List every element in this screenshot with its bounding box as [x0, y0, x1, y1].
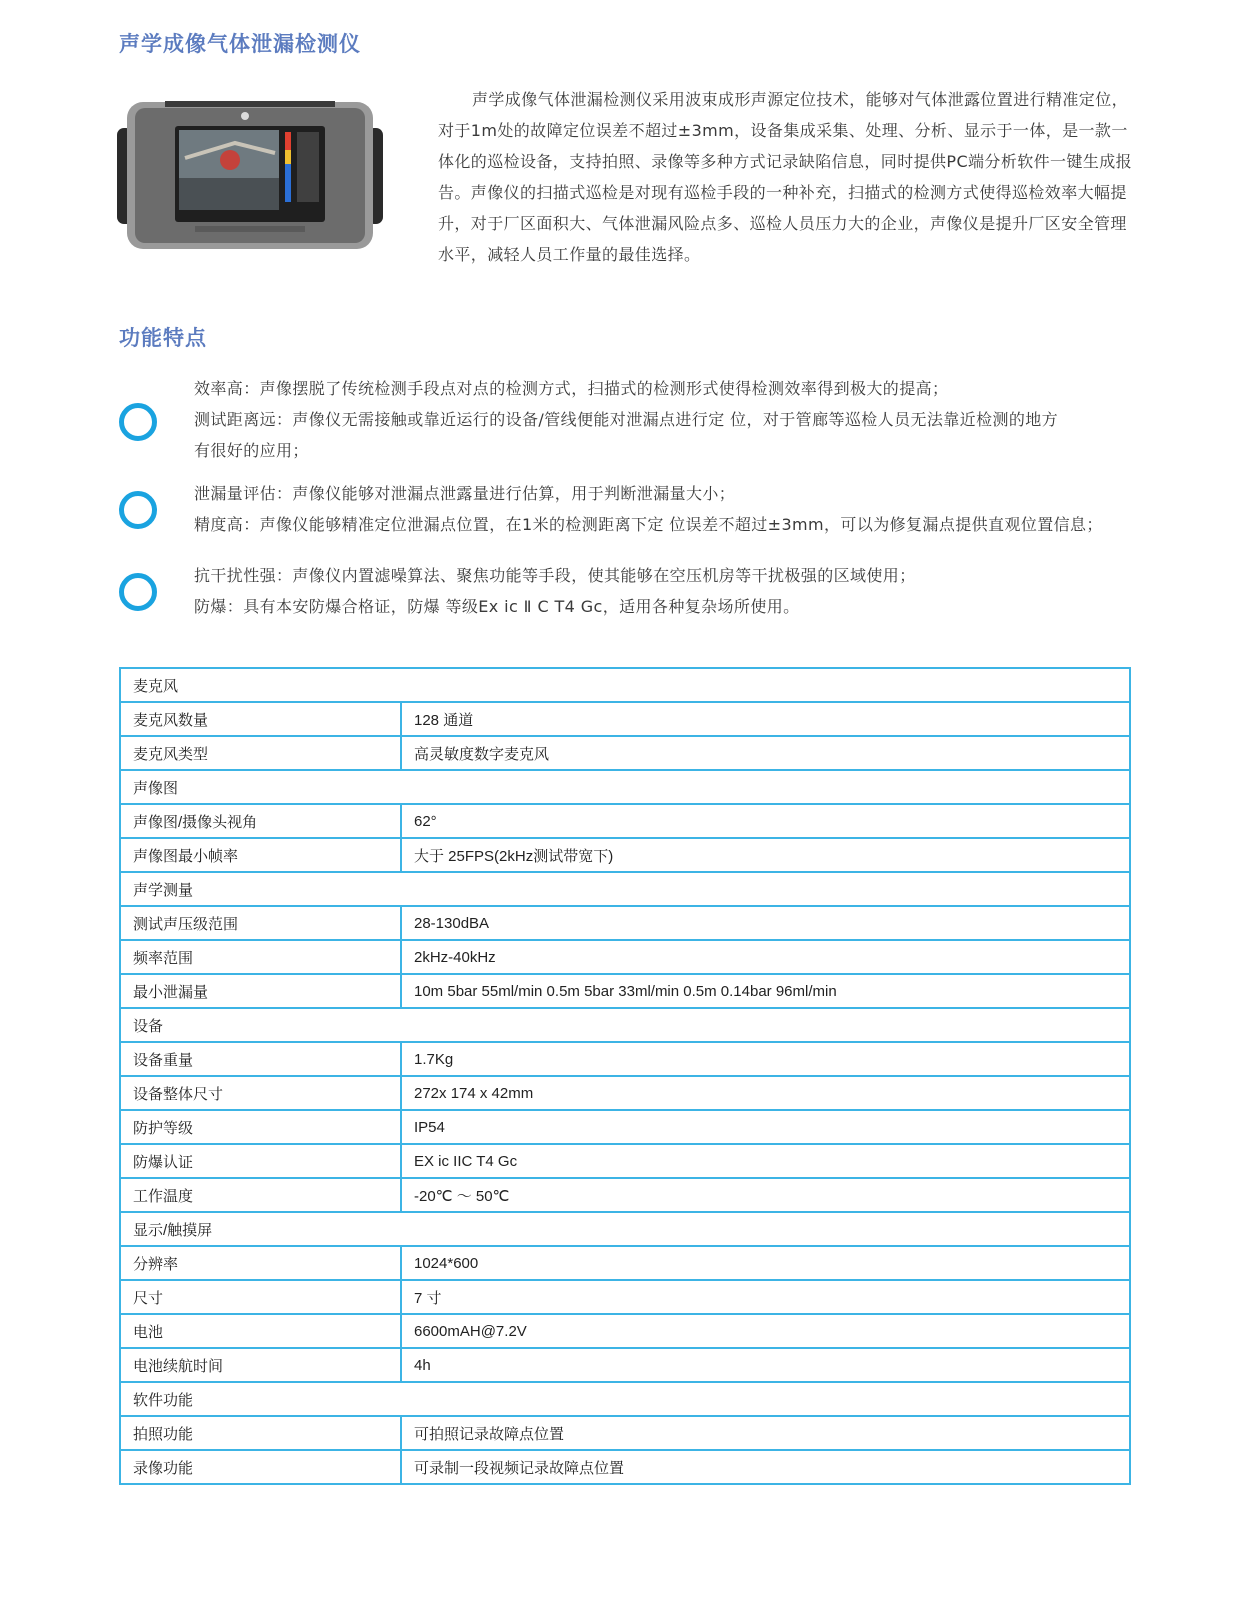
spec-row	[120, 702, 1130, 736]
spec-section-header: 声像图	[120, 770, 1130, 804]
circle-bullet-icon	[119, 573, 157, 611]
spec-label: 测试声压级范围	[120, 906, 401, 940]
spec-row	[120, 736, 1130, 770]
spec-value: 4h	[401, 1348, 1130, 1382]
spec-label: 录像功能	[120, 1450, 401, 1484]
spec-value: -20℃ ～ 50℃	[401, 1178, 1130, 1212]
spec-section-row	[120, 1212, 1130, 1246]
spec-value: 可拍照记录故障点位置	[401, 1416, 1130, 1450]
spec-value: 2kHz-40kHz	[401, 940, 1130, 974]
feature-group	[119, 478, 1229, 540]
spec-row	[120, 1246, 1130, 1280]
feature-text: 有很好的应用；	[194, 441, 309, 460]
feature-text: 泄漏量评估：声像仪能够对泄漏点泄露量进行估算，用于判断泄漏量大小；	[194, 484, 736, 503]
spec-section-row	[120, 1008, 1130, 1042]
spec-label: 频率范围	[120, 940, 401, 974]
spec-row	[120, 1416, 1130, 1450]
spec-row	[120, 804, 1130, 838]
spec-section-row	[120, 668, 1130, 702]
spec-label: 防爆认证	[120, 1144, 401, 1178]
spec-label: 麦克风数量	[120, 702, 401, 736]
spec-value: 1024*600	[401, 1246, 1130, 1280]
spec-value: EX ic IIC T4 Gc	[401, 1144, 1130, 1178]
spec-row	[120, 1280, 1130, 1314]
spec-label: 拍照功能	[120, 1416, 401, 1450]
spec-label: 防护等级	[120, 1110, 401, 1144]
spec-value: 10m 5bar 55ml/min 0.5m 5bar 33ml/min 0.5m 0.14bar 96ml/min	[401, 974, 1130, 1008]
spec-section-row	[120, 770, 1130, 804]
spec-row	[120, 838, 1130, 872]
spec-label: 声像图/摄像头视角	[120, 804, 401, 838]
spec-section-row	[120, 872, 1130, 906]
spec-label: 最小泄漏量	[120, 974, 401, 1008]
features-title: 功能特点	[119, 326, 207, 350]
spec-value: IP54	[401, 1110, 1130, 1144]
spec-section-header: 设备	[120, 1008, 1130, 1042]
spec-label: 工作温度	[120, 1178, 401, 1212]
spec-value: 大于 25FPS(2kHz测试带宽下)	[401, 838, 1130, 872]
feature-text: 测试距离远：声像仪无需接触或靠近运行的设备/管线便能对泄漏点进行定 位，对于管廊等巡检人员无法靠近检测的地方	[194, 410, 1059, 429]
spec-row	[120, 1042, 1130, 1076]
spec-row	[120, 1314, 1130, 1348]
spec-label: 设备整体尺寸	[120, 1076, 401, 1110]
spec-row	[120, 1076, 1130, 1110]
spec-row	[120, 906, 1130, 940]
spec-row	[120, 974, 1130, 1008]
spec-value: 62°	[401, 804, 1130, 838]
spec-value: 128 通道	[401, 702, 1130, 736]
spec-value: 28-130dBA	[401, 906, 1130, 940]
spec-label: 声像图最小帧率	[120, 838, 401, 872]
circle-bullet-icon	[119, 403, 157, 441]
spec-row	[120, 1348, 1130, 1382]
spec-row	[120, 1144, 1130, 1178]
feature-text: 效率高：声像摆脱了传统检测手段点对点的检测方式，扫描式的检测形式使得检测效率得到极大的提高；	[194, 379, 949, 398]
spec-value: 272x 174 x 42mm	[401, 1076, 1130, 1110]
feature-group	[119, 560, 1229, 622]
spec-label: 设备重量	[120, 1042, 401, 1076]
spec-section-header: 软件功能	[120, 1382, 1130, 1416]
spec-label: 尺寸	[120, 1280, 401, 1314]
spec-label: 电池续航时间	[120, 1348, 401, 1382]
spec-value: 1.7Kg	[401, 1042, 1130, 1076]
spec-row	[120, 940, 1130, 974]
spec-label: 麦克风类型	[120, 736, 401, 770]
spec-value: 6600mAH@7.2V	[401, 1314, 1130, 1348]
spec-value: 高灵敏度数字麦克风	[401, 736, 1130, 770]
spec-label: 电池	[120, 1314, 401, 1348]
spec-section-header: 显示/触摸屏	[120, 1212, 1130, 1246]
spec-section-header: 声学测量	[120, 872, 1130, 906]
feature-group	[119, 373, 1229, 466]
spec-value: 可录制一段视频记录故障点位置	[401, 1450, 1130, 1484]
spec-row	[120, 1110, 1130, 1144]
device-image	[115, 98, 385, 253]
spec-section-header: 麦克风	[120, 668, 1130, 702]
spec-row	[120, 1178, 1130, 1212]
spec-row	[120, 1450, 1130, 1484]
feature-text: 抗干扰性强：声像仪内置滤噪算法、聚焦功能等手段，使其能够在空压机房等干扰极强的区域使用；	[194, 566, 916, 585]
circle-bullet-icon	[119, 491, 157, 529]
spec-value: 7 寸	[401, 1280, 1130, 1314]
spec-label: 分辨率	[120, 1246, 401, 1280]
feature-text: 防爆：具有本安防爆合格证，防爆 等级Ex ic Ⅱ C T4 Gc，适用各种复杂场所使用。	[194, 597, 800, 616]
product-title: 声学成像气体泄漏检测仪	[119, 32, 361, 56]
intro-paragraph: 声学成像气体泄漏检测仪采用波束成形声源定位技术，能够对气体泄露位置进行精准定位，对于1m处的故障定位误差不超过±3mm，设备集成采集、处理、分析、显示于一体，是一款一体化的巡检设备，支持拍照、录像等多种方式记录缺陷信息，同时提供PC端分析软件一键生成报告。声像仪的扫描式巡检是对现有巡检手段的一种补充，扫描式的检测方式使得巡检效率大幅提升，对于厂区面积大、气体泄漏风险点多、巡检人员压力大的企业，声像仪是提升厂区安全管理水平，减轻人员工作量的最佳选择。	[438, 90, 1133, 264]
spec-table	[119, 667, 1131, 1485]
spec-section-row	[120, 1382, 1130, 1416]
feature-text: 精度高：声像仪能够精准定位泄漏点位置，在1米的检测距离下定 位误差不超过±3mm，可以为修复漏点提供直观位置信息；	[194, 515, 1103, 534]
